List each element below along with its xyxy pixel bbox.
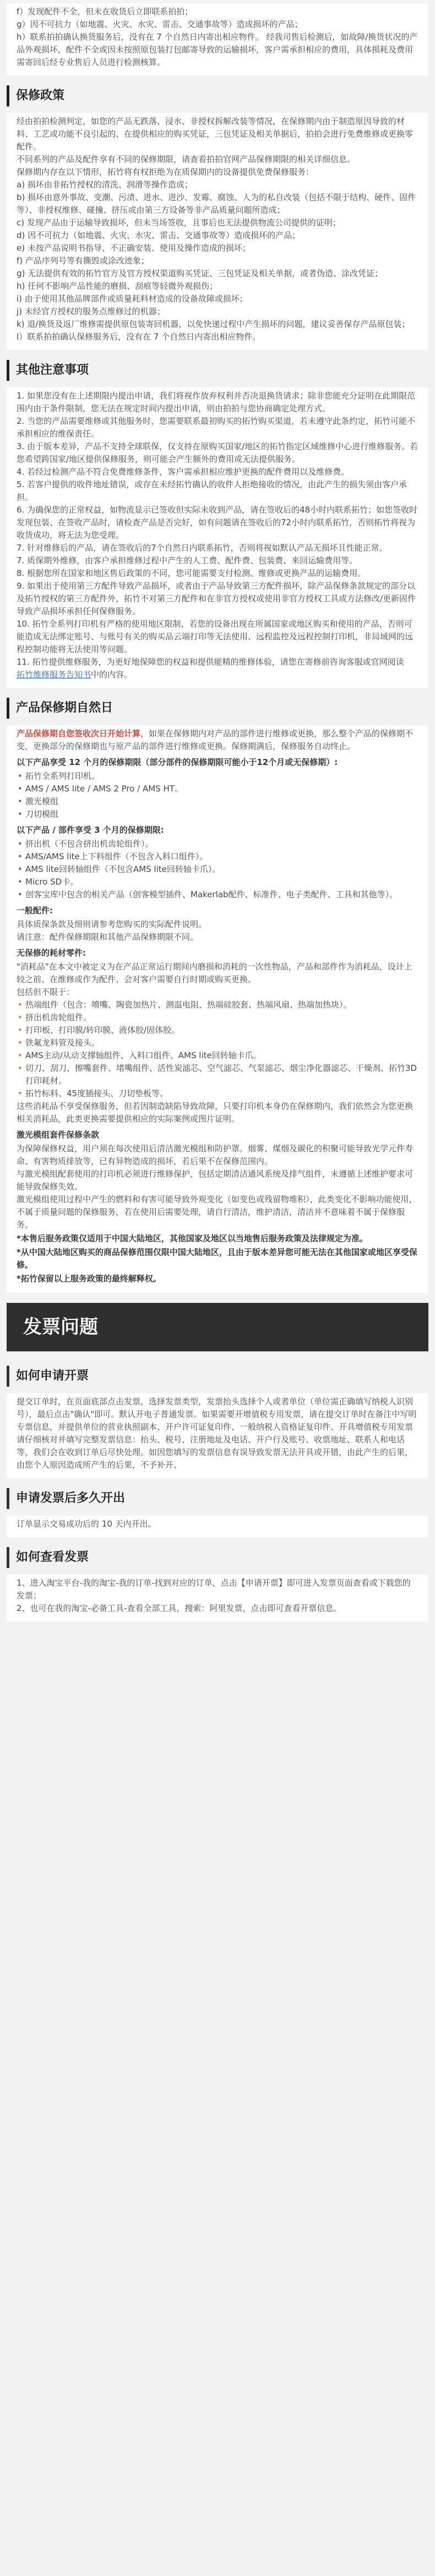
- list-item: • 热端组件（包含：喷嘴、陶瓷加热片、测温电阻、热端硅胶套、热端风扇、热端加热块）。: [17, 999, 418, 1011]
- paragraph: 为保障保修权益，用户须在每次使用后清洁激光模组和防护罩。烟雾、煤烟及碳化的积聚可能导致光学元件寿命、有害物质排放等，已有异物造成的损坏，若后果不在保修范围内。: [17, 1144, 414, 1166]
- list-item: d) 因不可抗力（如地震、火灾、水灾、雷击、交通事故等）造成损坏的产品；: [17, 230, 301, 240]
- repair-service-notice-link[interactable]: 拓竹维修服务告知书: [17, 670, 91, 680]
- three-month-title: 以下产品 / 部件享受 3 个月的保修期限:: [17, 825, 164, 835]
- list-item: 11. 拓竹提供维修服务，为更好地保障您的权益和提供能精的维修体验，请您在寄修前咨询客服或官网阅读: [17, 657, 404, 667]
- list-item: g）因不可抗力（如地震、火灾、水灾、雷击、交通事故等）造成损坏的产品；: [17, 19, 303, 29]
- list-item: 1、进入淘宝平台-我的淘宝-我的订单-找到对应的订单，点击【申请开票】即可进入发票页面查看或下载您的发票；: [17, 1578, 411, 1600]
- list-item: 6. 为确保您的正常权益，如物流显示已签收但实际未收到产品，请在签收后的48小时内联系拓竹；如您签收时发现包装、在签收产品时，请检查产品是否完好，如有问题请在签收后的72小时内联系拓竹，否则拓竹将视为收货成功，将无法为您受理。: [17, 505, 418, 540]
- list-item: g) 无法提供有效的拓竹官方及官方授权渠道购买凭证、三包凭证及相关单据，或者伪造、涂改凭证；: [17, 268, 383, 278]
- twelve-month-list: [17, 770, 418, 821]
- list-item: 9. 如果出于使用第三方配件导致产品损坏，或者由于产品导致第三方配件损坏，除产品保修条款规定的部分以及拓竹授权的第三方配件外，拓竹不对第三方配件和在非官方授权或使用非官方授权工具或方法修改/更新固件导致产品损坏承担任何保修服务。: [17, 581, 416, 616]
- invoice-area: [0, 1351, 435, 1632]
- policy-final-notes: [17, 1232, 418, 1285]
- list-item: 8. 根据您所在国家和地区售后政策的不同，您可能需要支付检测、维修或更换产品的运输费用。: [17, 568, 366, 578]
- warranty-exclusions-list: [17, 179, 418, 343]
- laser-terms-title: 激光模组套件保修条款: [17, 1130, 100, 1140]
- list-item: l）联系拍拍确认保修服务后，没有在 7 个自然日内寄出相应物件。: [17, 332, 261, 342]
- other-notes-box: [7, 387, 428, 688]
- twelve-month-title: 以下产品享受 12 个月的保修期限（部分部件的保修期限可能小于12个月或无保修期）:: [17, 757, 338, 767]
- return-conditions-box: [7, 3, 428, 76]
- list-item: • 拓竹标料、45度插接头、刀切垫板等。: [17, 1087, 418, 1100]
- paragraph: 具体质保条款及细则请参考您购买的实际配件说明。: [17, 919, 207, 929]
- list-item: j) 未经官方授权的服务点维修过的机器；: [17, 306, 165, 316]
- list-item: c) 发现产品由于运输导致损坏，但未当场签收，且事后也无法提供物流公司提供的证明；: [17, 218, 341, 228]
- other-notes-heading: 其他注意事项: [7, 360, 428, 381]
- list-item: • Micro SD卡。: [17, 876, 418, 888]
- list-item: 2. 当您的产品需要维修或其他服务时，您需要联系最初购买的拓竹购买渠道，若未遵守此条约定，拓竹可能不承担相应的维保责任。: [17, 416, 416, 439]
- list-item: 4. 若经过检测产品不符合免费维修条件，客户需承担相应维护更换的配件费用以及维修费。: [17, 467, 350, 477]
- repair-notice-link-line: [17, 669, 418, 681]
- note-item: *拓竹保留以上服务政策的最终解释权。: [17, 1274, 161, 1284]
- list-item: • AMS/AMS lite上下料组件（不包含入料口组件）。: [17, 850, 418, 863]
- note-item: *本售后服务政策仅适用于中国大陆地区，其他国家及地区以当地售后服务政策及法律规定为准。: [17, 1233, 368, 1243]
- list-item: f) 产品序列号等有撕毁或涂改迹象；: [17, 256, 149, 266]
- list-item: k) 退/换货及返厂维修需提供原包装寄回机器，以免快递过程中产生损坏的问题，建议妥善保存产品原包装；: [17, 319, 410, 329]
- how-apply-invoice-text: 提交订单时，在页面底部点击发票，选择发票类型，发票抬头选择个人或者单位（单位需正确填写纳税人识别号），最后点击"确认"即可。默认开电子普通发票。如果需要开增值税专用发票，请在提交订单时在备注中写明专票信息，并提供单位的营业执照副本、开户许可证复印件、一般纳税人资格证复印件、开具增值税专用发票请仔细核对并填写完整发票信息：抬头、税号、注册地址及电话、开户行及账号、收票地址、联系人和电话等，我们会在收到订单后尽快处理。如因您填写的发票信息有误导致发票无法开具或开错，由此产生的后果，由您个人原因造成所产生的后果，不予补开。: [17, 1397, 417, 1470]
- warranty-policy-intro: [17, 115, 418, 179]
- consumables-subtitle: 包括但不限于：: [17, 987, 75, 997]
- list-item: h）联系拍拍确认换货服务后，没有在 7 个自然日内寄出相应物件。 经我司售后检测后，如故障/换货状况的产品外观损坏，配件不全或因未按照原包装打包邮寄导致的运输损坏，客户需承担相应的费用，具体损耗及费用需寄回后经专业售后人员进行检测核算。: [17, 32, 418, 67]
- list-item: 1. 如果您没有在上述期限内提出申请，我们将视作放弃权利并否决退换货请求；除非您能充分证明在此期限范围内由于条件限制，您无法在规定时间内提出申请，则由拍拍与您协商确定处理方式。: [17, 391, 416, 413]
- warranty-policy-box: [7, 113, 428, 350]
- consumables-list: [17, 999, 418, 1100]
- invoice-section-title: 发票问题: [7, 1303, 428, 1351]
- list-item: 3. 由于版本差异，产品不支持全球联保，仅支持在原购买国家/地区的拓竹指定区域维修中心进行维修服务。若您希望跨国家/地区提供保修服务，则可能会产生额外的费用或无法提供服务。: [17, 441, 418, 464]
- warranty-intro-rest: ，如果在保修期内对产品的部件进行维修或更换，那么整个产品的保修期不变，更换部分的保修期也与原产品的部件进行维修或更换。保修期满后，保修服务自动终止。: [17, 729, 414, 751]
- how-apply-invoice-box: [7, 1393, 428, 1478]
- list-item: • 挤出机齿轮组件。: [17, 1011, 418, 1024]
- note-item: *从中国大陆地区购买的商品保修范围仅限中国大陆地区，且由于版本差异您可能无法在其他国家或地区享受保修。: [17, 1247, 417, 1270]
- paragraph: 保修期内存在以下情形，拓竹将有权拒绝为在质保期内的设备提供免费保修服务：: [17, 167, 314, 177]
- list-item: h) 任何不影响产品性能的磨损、刮痕等轻微外观损伤；: [17, 281, 218, 291]
- link-suffix: 中的内容。: [91, 670, 133, 680]
- paragraph: 经由拍拍检测判定，如您的产品无跌落、浸水、非授权拆解改装等情况，在保修期内由于制造原因导致的材料、工艺或功能不良引起的、在提供相应的购买凭证，三包凭证及相关单据后，拍拍会进行免费维修或更换零配件。: [17, 116, 414, 152]
- list-item: 7. 针对维修后的产品，请在签收后的7个自然日内联系拓竹，否则将视如默认产品无损坏且性能正常。: [17, 543, 388, 553]
- list-item: b) 损坏由意外事故、变潮、污渍、进水、进沙、发霉、腐蚀、人为的私自改装（包括不限于结构、硬件、固件等）、非授权维修、碰撞、挤压或由第三方设备等非产品质量问题所造成；: [17, 192, 416, 215]
- list-item: • AMS主动/从动支撑轴组件、入料口组件、AMS lite回转轴卡爪。: [17, 1049, 418, 1062]
- warranty-period-heading: 产品保修期自然日: [7, 698, 428, 719]
- warranty-period-box: [7, 725, 428, 1293]
- warranty-period-intro: [17, 727, 418, 753]
- invoice-timing-heading: 申请发票后多久开出: [7, 1488, 428, 1509]
- consumables-intro: "消耗品"在本文中被定义为在产品正常运行期间内磨损和消耗的一次性物品，产品和部件作为消耗品，设计上较之前、在维修或作为配件、会对客户需要自行时期或购买更换。: [17, 962, 412, 984]
- list-item: e) 未按产品说明书指导、不正确安装、使用及操作造成的损坏；: [17, 243, 251, 253]
- paragraph: 与激光模组配套使用的打印机必须进行维修保护，包括定期清洁通风系统及排气组件，未遵循上述维护要求可能导致保修失效。: [17, 1169, 414, 1192]
- how-apply-invoice-heading: 如何申请开票: [7, 1366, 428, 1387]
- list-item: • 创客宝库中包含的相关产品（创客模型插件、Makerlab配件、标准件、电子类配件、工具和其他等）。: [17, 888, 418, 901]
- list-item: • 打印板、打印膜/转印膜、液体胶/固体胶。: [17, 1024, 418, 1037]
- warranty-start-highlight: 产品保修期自您签收次日开始计算: [17, 729, 141, 739]
- laser-terms-text: [17, 1143, 418, 1231]
- invoice-timing-text: 订单显示交易成功后的 10 天内开出。: [17, 1519, 156, 1529]
- return-conditions-list: [7, 3, 428, 76]
- other-notes-list: [17, 390, 418, 669]
- general-parts-title: 一般配件:: [17, 906, 53, 915]
- list-item: • 切刀、刮刀、擦嘴套件、堵嘴组件、活性炭滤芯、空气滤芯、气泵滤芯、烟尘净化器滤芯、干燥剂、拓竹3D打印耗材。: [17, 1062, 418, 1087]
- check-invoice-steps: [7, 1575, 428, 1621]
- list-item: a) 损坏由非拓竹授权的清洗、润滑等操作造成；: [17, 180, 193, 190]
- list-item: • AMS / AMS lite / AMS 2 Pro / AMS HT。: [17, 783, 418, 795]
- consumables-title: 无保修的耗材零件:: [17, 948, 86, 958]
- list-item: • 刀切模组: [17, 808, 418, 821]
- list-item: 5. 若客户提供的收件地址错误，或存在未经拓竹确认的收件人拒绝接收的情况，由此产生的损失须由客户承担。: [17, 479, 407, 502]
- invoice-timing-box: [7, 1516, 428, 1537]
- warranty-policy-heading: 保修政策: [7, 85, 428, 106]
- list-item: 2、也可在我的淘宝-必备工具-查看全部工具，搜索：阿里发票，点击即可查看开票信息。: [17, 1603, 342, 1613]
- list-item: • AMS lite回转轴组件（不包含AMS lite回转轴卡爪）。: [17, 863, 418, 876]
- list-item: 7. 质保期外维修，由客户承担维修过程中产生的人工费、配件费、包装费、来回运输费用等。: [17, 556, 358, 565]
- list-item: f）发现配件不全，但未在收货后立即联系拍拍；: [17, 7, 193, 17]
- check-invoice-box: [7, 1575, 428, 1621]
- paragraph: 请注意：配件保修期限和其他产品保修期限不同。: [17, 932, 199, 942]
- list-item: i) 由于使用其他品牌部件或质量耗料材造成的设备故障或损坏；: [17, 294, 248, 304]
- three-month-list: [17, 838, 418, 901]
- general-parts-text: [17, 918, 418, 944]
- consumables-note: 这些消耗品不享受保修服务，但若因制造缺陷导致故障，只要打印机本身仍在保修期内，我们依然会为您更换相关消耗品，此类更换需要提供相应的实际案例或图片证明。: [17, 1101, 414, 1124]
- list-item: • 挤出机（不包含挤出机齿轮组件）。: [17, 838, 418, 850]
- check-invoice-heading: 如何查看发票: [7, 1547, 428, 1568]
- paragraph: 激光模组使用过程中产生的燃料和有害可能导致外观变化（如变色或残留物堆积），此类变化不影响功能使用，不属于质量问题的保修服务，若在使用后需要处理，请自行清洁，维护清洁，清洁并不意味着不属于保修服务。: [17, 1194, 417, 1230]
- list-item: • 铁氟龙料管及接头。: [17, 1037, 418, 1049]
- list-item: • 激光模组: [17, 795, 418, 808]
- paragraph: 不同系列的产品及配件享有不同的保修期限，请查看拍拍官网产品保修期限的相关详细信息。: [17, 154, 356, 164]
- list-item: 10. 拓竹全系列打印机有严格的使用地区限制，若您的设备出现在所属国家或地区购买和使用的产品，否则可能造成无法绑定账号、与账号有关的购买品云端打印等无法使用、远程监控及远程控制打印机，非局域网的远程控制功能将无法使用等问题。: [17, 619, 414, 654]
- list-item: • 拓竹全系列打印机。: [17, 770, 418, 783]
